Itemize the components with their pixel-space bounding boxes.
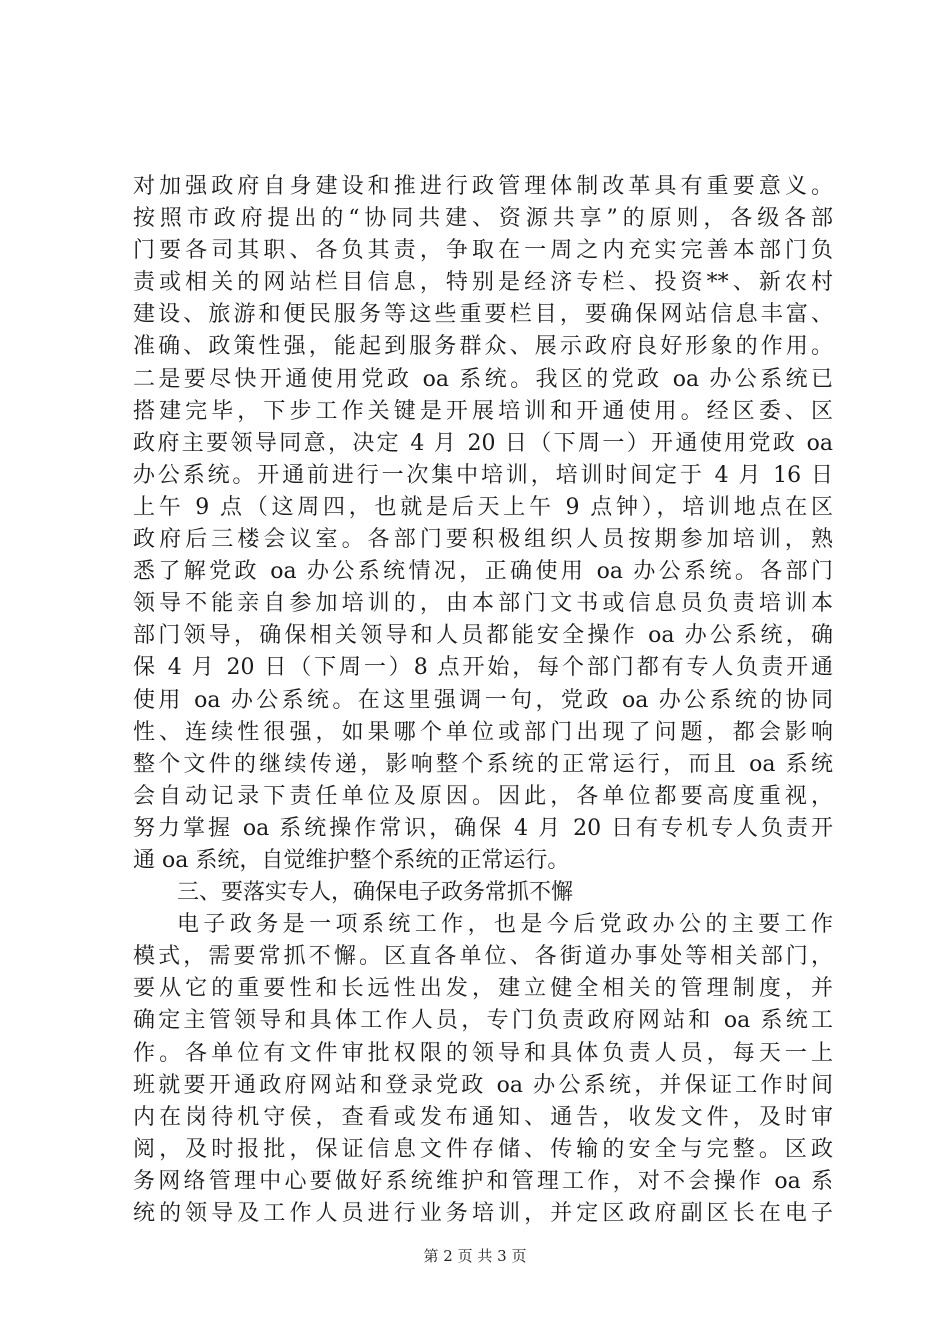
text-line: 会自动记录下责任单位及原因。因此，各单位都要高度重视， [133, 783, 833, 809]
text-line: 政府后三楼会议室。各部门要积极组织人员按期参加培训，熟 [133, 527, 833, 553]
text-line: 部门领导，确保相关领导和人员都能安全操作 oa 办公系统，确 [133, 623, 833, 649]
text-line: 电子政务是一项系统工作，也是今后党政办公的主要工作 [177, 912, 833, 938]
text-line: 统的领导及工作人员进行业务培训，并定区政府副区长在电子 [133, 1201, 833, 1226]
text-line: 通 oa 系统，自觉维护整个系统的正常运行。 [133, 847, 570, 873]
text-line: 内在岗待机守侯，查看或发布通知、通告，收发文件，及时审 [133, 1104, 833, 1130]
text-line: 二是要尽快开通使用党政 oa 系统。我区的党政 oa 办公系统已 [133, 366, 833, 392]
text-line: 对加强政府自身建设和推进行政管理体制改革具有重要意义。 [133, 174, 833, 199]
text-line: 政府主要领导同意，决定 4 月 20 日（下周一）开通使用党政 oa [133, 430, 833, 456]
text-line: 确定主管领导和具体工作人员，专门负责政府网站和 oa 系统工 [133, 1008, 833, 1034]
text-line: 性、连续性很强，如果哪个单位或部门出现了问题，都会影响 [133, 719, 833, 745]
text-line: 整个文件的继续传递，影响整个系统的正常运行，而且 oa 系统 [133, 751, 833, 777]
text-line: 门要各司其职、各负其责，争取在一周之内充实完善本部门负 [133, 238, 833, 264]
section-heading: 三、要落实专人，确保电子政务常抓不懈 [177, 880, 574, 906]
text-line: 办公系统。开通前进行一次集中培训，培训时间定于 4 月 16 日 [133, 462, 833, 488]
text-line: 责或相关的网站栏目信息，特别是经济专栏、投资**、新农村 [133, 270, 833, 296]
text-line: 模式，需要常抓不懈。区直各单位、各街道办事处等相关部门， [133, 944, 833, 970]
text-line: 搭建完毕，下步工作关键是开展培训和开通使用。经区委、区 [133, 398, 833, 424]
document-body [133, 171, 833, 1230]
text-line: 按照市政府提出的“协同共建、资源共享”的原则，各级各部 [133, 206, 833, 232]
text-line: 务网络管理中心要做好系统维护和管理工作，对不会操作 oa 系 [133, 1168, 833, 1194]
text-line: 班就要开通政府网站和登录党政 oa 办公系统，并保证工作时间 [133, 1072, 833, 1098]
text-line: 准确、政策性强，能起到服务群众、展示政府良好形象的作用。 [133, 334, 833, 360]
text-line: 领导不能亲自参加培训的，由本部门文书或信息员负责培训本 [133, 591, 833, 617]
text-line: 作。各单位有文件审批权限的领导和具体负责人员，每天一上 [133, 1040, 833, 1066]
text-line: 建设、旅游和便民服务等这些重要栏目，要确保网站信息丰富、 [133, 302, 833, 328]
text-line: 努力掌握 oa 系统操作常识，确保 4 月 20 日有专机专人负责开 [133, 815, 833, 841]
text-line: 上午 9 点（这周四，也就是后天上午 9 点钟），培训地点在区 [133, 494, 833, 520]
text-line: 要从它的重要性和长远性出发，建立健全相关的管理制度，并 [133, 976, 833, 1002]
text-line: 使用 oa 办公系统。在这里强调一句，党政 oa 办公系统的协同 [133, 687, 833, 713]
text-line: 悉了解党政 oa 办公系统情况，正确使用 oa 办公系统。各部门 [133, 559, 833, 585]
text-line: 保 4 月 20 日（下周一）8 点开始，每个部门都有专人负责开通 [133, 655, 833, 681]
text-line: 阅，及时报批，保证信息文件存储、传输的安全与完整。区政 [133, 1136, 833, 1162]
page-number-footer: 第 2 页 共 3 页 [423, 1247, 527, 1265]
